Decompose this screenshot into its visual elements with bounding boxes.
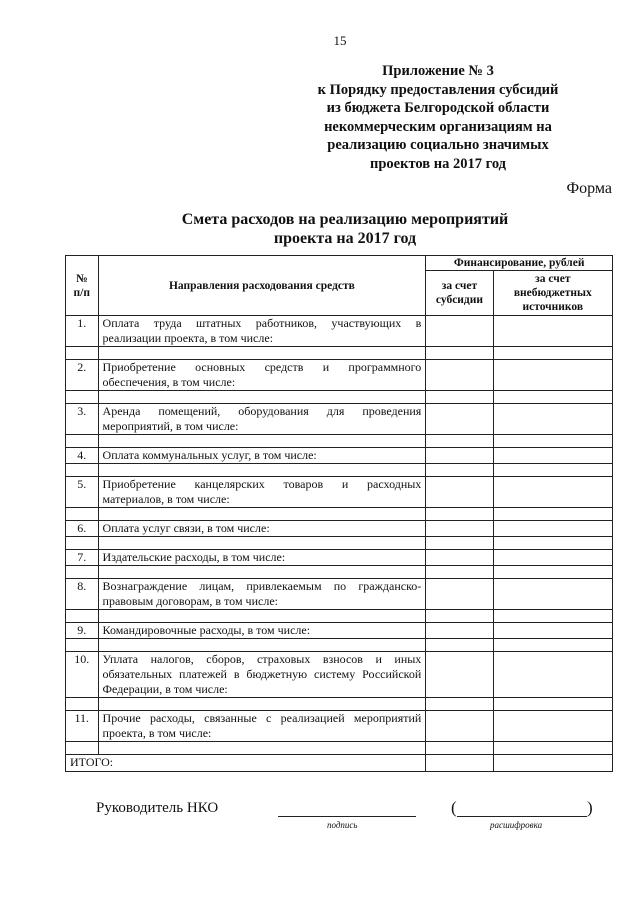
signature-caption: подпись bbox=[327, 820, 358, 830]
spacer-cell[interactable] bbox=[98, 391, 426, 404]
table-row-spacer bbox=[66, 639, 613, 652]
spacer-cell[interactable] bbox=[98, 566, 426, 579]
spacer-cell[interactable] bbox=[493, 742, 612, 755]
table-row-spacer bbox=[66, 537, 613, 550]
table-row bbox=[66, 360, 613, 391]
subsidy-cell[interactable] bbox=[426, 550, 493, 566]
table-row-spacer bbox=[66, 391, 613, 404]
row-direction: Вознаграждение лицам, привлекаемым по гражданско-правовым договорам, в том числе: bbox=[98, 579, 426, 610]
row-number: 7. bbox=[66, 550, 99, 566]
extra-budget-cell[interactable] bbox=[493, 404, 612, 435]
spacer-cell[interactable] bbox=[493, 610, 612, 623]
header-extra-budget: за счет внебюджетных источников bbox=[493, 271, 612, 316]
spacer-cell[interactable] bbox=[493, 435, 612, 448]
total-subsidy-cell[interactable] bbox=[426, 755, 493, 772]
extra-budget-cell[interactable] bbox=[493, 550, 612, 566]
table-row-spacer bbox=[66, 435, 613, 448]
row-direction: Приобретение основных средств и программного обеспечения, в том числе: bbox=[98, 360, 426, 391]
table-row bbox=[66, 623, 613, 639]
appendix-block bbox=[288, 62, 588, 173]
total-extra-cell[interactable] bbox=[493, 755, 612, 772]
row-direction: Аренда помещений, оборудования для проведения мероприятий, в том числе: bbox=[98, 404, 426, 435]
header-number: № п/п bbox=[66, 256, 99, 316]
table-body bbox=[66, 316, 613, 755]
row-direction: Приобретение канцелярских товаров и расходных материалов, в том числе: bbox=[98, 477, 426, 508]
spacer-cell[interactable] bbox=[426, 610, 493, 623]
table-row bbox=[66, 316, 613, 347]
table-row-spacer bbox=[66, 610, 613, 623]
table-row-spacer bbox=[66, 742, 613, 755]
subsidy-cell[interactable] bbox=[426, 404, 493, 435]
header-subsidy: за счет субсидии bbox=[426, 271, 493, 316]
document-title bbox=[150, 210, 540, 248]
spacer-cell[interactable] bbox=[426, 742, 493, 755]
row-number: 1. bbox=[66, 316, 99, 347]
row-direction: Оплата услуг связи, в том числе: bbox=[98, 521, 426, 537]
spacer-cell[interactable] bbox=[426, 537, 493, 550]
subsidy-cell[interactable] bbox=[426, 623, 493, 639]
table-row bbox=[66, 711, 613, 742]
spacer-cell bbox=[66, 698, 99, 711]
spacer-cell[interactable] bbox=[493, 391, 612, 404]
row-number: 9. bbox=[66, 623, 99, 639]
extra-budget-cell[interactable] bbox=[493, 579, 612, 610]
extra-budget-cell[interactable] bbox=[493, 623, 612, 639]
extra-budget-cell[interactable] bbox=[493, 711, 612, 742]
total-label: ИТОГО: bbox=[66, 755, 426, 772]
spacer-cell bbox=[66, 742, 99, 755]
spacer-cell[interactable] bbox=[426, 464, 493, 477]
table-row bbox=[66, 404, 613, 435]
row-number: 5. bbox=[66, 477, 99, 508]
table-row-spacer bbox=[66, 698, 613, 711]
appendix-line: из бюджета Белгородской области bbox=[326, 100, 550, 116]
subsidy-cell[interactable] bbox=[426, 579, 493, 610]
extra-budget-cell[interactable] bbox=[493, 652, 612, 698]
row-direction: Прочие расходы, связанные с реализацией мероприятий проекта, в том числе: bbox=[98, 711, 426, 742]
table-row-spacer bbox=[66, 347, 613, 360]
table-row bbox=[66, 652, 613, 698]
spacer-cell[interactable] bbox=[98, 508, 426, 521]
spacer-cell[interactable] bbox=[493, 639, 612, 652]
decode-paren-open: ( bbox=[451, 798, 457, 817]
subsidy-cell[interactable] bbox=[426, 711, 493, 742]
title-line: проекта на 2017 год bbox=[273, 230, 417, 247]
signature-label: Руководитель НКО bbox=[96, 800, 219, 816]
appendix-line: Приложение № 3 bbox=[382, 63, 494, 79]
decode-caption: расшифровка bbox=[490, 820, 543, 830]
row-number: 3. bbox=[66, 404, 99, 435]
signature-block bbox=[0, 800, 640, 840]
spacer-cell bbox=[66, 508, 99, 521]
spacer-cell bbox=[66, 435, 99, 448]
spacer-cell bbox=[66, 610, 99, 623]
total-row bbox=[66, 755, 613, 772]
table-row bbox=[66, 448, 613, 464]
spacer-cell[interactable] bbox=[426, 435, 493, 448]
row-number: 6. bbox=[66, 521, 99, 537]
row-direction: Издательские расходы, в том числе: bbox=[98, 550, 426, 566]
table-row bbox=[66, 477, 613, 508]
spacer-cell[interactable] bbox=[98, 464, 426, 477]
spacer-cell[interactable] bbox=[426, 347, 493, 360]
table-row-spacer bbox=[66, 464, 613, 477]
row-number: 2. bbox=[66, 360, 99, 391]
subsidy-cell[interactable] bbox=[426, 521, 493, 537]
table-row bbox=[66, 579, 613, 610]
appendix-line: к Порядку предоставления субсидий bbox=[317, 81, 559, 98]
form-label: Форма bbox=[566, 180, 612, 197]
spacer-cell[interactable] bbox=[493, 508, 612, 521]
signature-line[interactable] bbox=[278, 816, 416, 817]
table-row-spacer bbox=[66, 508, 613, 521]
spacer-cell[interactable] bbox=[98, 347, 426, 360]
spacer-cell[interactable] bbox=[493, 698, 612, 711]
spacer-cell[interactable] bbox=[493, 464, 612, 477]
header-financing: Финансирование, рублей bbox=[426, 256, 613, 271]
row-direction: Оплата коммунальных услуг, в том числе: bbox=[98, 448, 426, 464]
spacer-cell bbox=[66, 537, 99, 550]
spacer-cell[interactable] bbox=[98, 537, 426, 550]
extra-budget-cell[interactable] bbox=[493, 477, 612, 508]
decode-paren-close: ) bbox=[587, 798, 593, 817]
header-direction: Направления расходования средств bbox=[98, 256, 426, 316]
spacer-cell[interactable] bbox=[426, 698, 493, 711]
appendix-line: реализацию социально значимых bbox=[327, 137, 549, 153]
subsidy-cell[interactable] bbox=[426, 652, 493, 698]
spacer-cell bbox=[66, 391, 99, 404]
spacer-cell bbox=[66, 464, 99, 477]
spacer-cell[interactable] bbox=[493, 537, 612, 550]
spacer-cell[interactable] bbox=[426, 391, 493, 404]
spacer-cell[interactable] bbox=[426, 508, 493, 521]
subsidy-cell[interactable] bbox=[426, 448, 493, 464]
spacer-cell[interactable] bbox=[493, 566, 612, 579]
spacer-cell bbox=[66, 347, 99, 360]
row-number: 8. bbox=[66, 579, 99, 610]
spacer-cell[interactable] bbox=[98, 742, 426, 755]
subsidy-cell[interactable] bbox=[426, 477, 493, 508]
spacer-cell[interactable] bbox=[426, 639, 493, 652]
row-direction: Оплата труда штатных работников, участвующих в реализации проекта, в том числе: bbox=[98, 316, 426, 347]
extra-budget-cell[interactable] bbox=[493, 316, 612, 347]
row-direction: Командировочные расходы, в том числе: bbox=[98, 623, 426, 639]
appendix-line: некоммерческим организациям на bbox=[324, 118, 552, 135]
table-row-spacer bbox=[66, 566, 613, 579]
expense-estimate-table bbox=[65, 255, 613, 772]
spacer-cell[interactable] bbox=[98, 435, 426, 448]
spacer-cell bbox=[66, 639, 99, 652]
row-number: 11. bbox=[66, 711, 99, 742]
row-number: 4. bbox=[66, 448, 99, 464]
page-number: 15 bbox=[333, 33, 347, 48]
row-direction: Уплата налогов, сборов, страховых взносов и иных обязательных платежей в бюджетную систему Российской Федерации, в том числе: bbox=[98, 652, 426, 698]
table-row bbox=[66, 550, 613, 566]
spacer-cell bbox=[66, 566, 99, 579]
spacer-cell[interactable] bbox=[98, 610, 426, 623]
spacer-cell[interactable] bbox=[98, 698, 426, 711]
extra-budget-cell[interactable] bbox=[493, 448, 612, 464]
extra-budget-cell[interactable] bbox=[493, 521, 612, 537]
spacer-cell[interactable] bbox=[426, 566, 493, 579]
title-line: Смета расходов на реализацию мероприятий bbox=[181, 211, 509, 228]
appendix-line: проектов на 2017 год bbox=[370, 155, 506, 172]
subsidy-cell[interactable] bbox=[426, 360, 493, 391]
row-number: 10. bbox=[66, 652, 99, 698]
table-row bbox=[66, 521, 613, 537]
spacer-cell[interactable] bbox=[98, 639, 426, 652]
spacer-cell[interactable] bbox=[493, 347, 612, 360]
decode-line[interactable] bbox=[457, 816, 587, 817]
subsidy-cell[interactable] bbox=[426, 316, 493, 347]
extra-budget-cell[interactable] bbox=[493, 360, 612, 391]
